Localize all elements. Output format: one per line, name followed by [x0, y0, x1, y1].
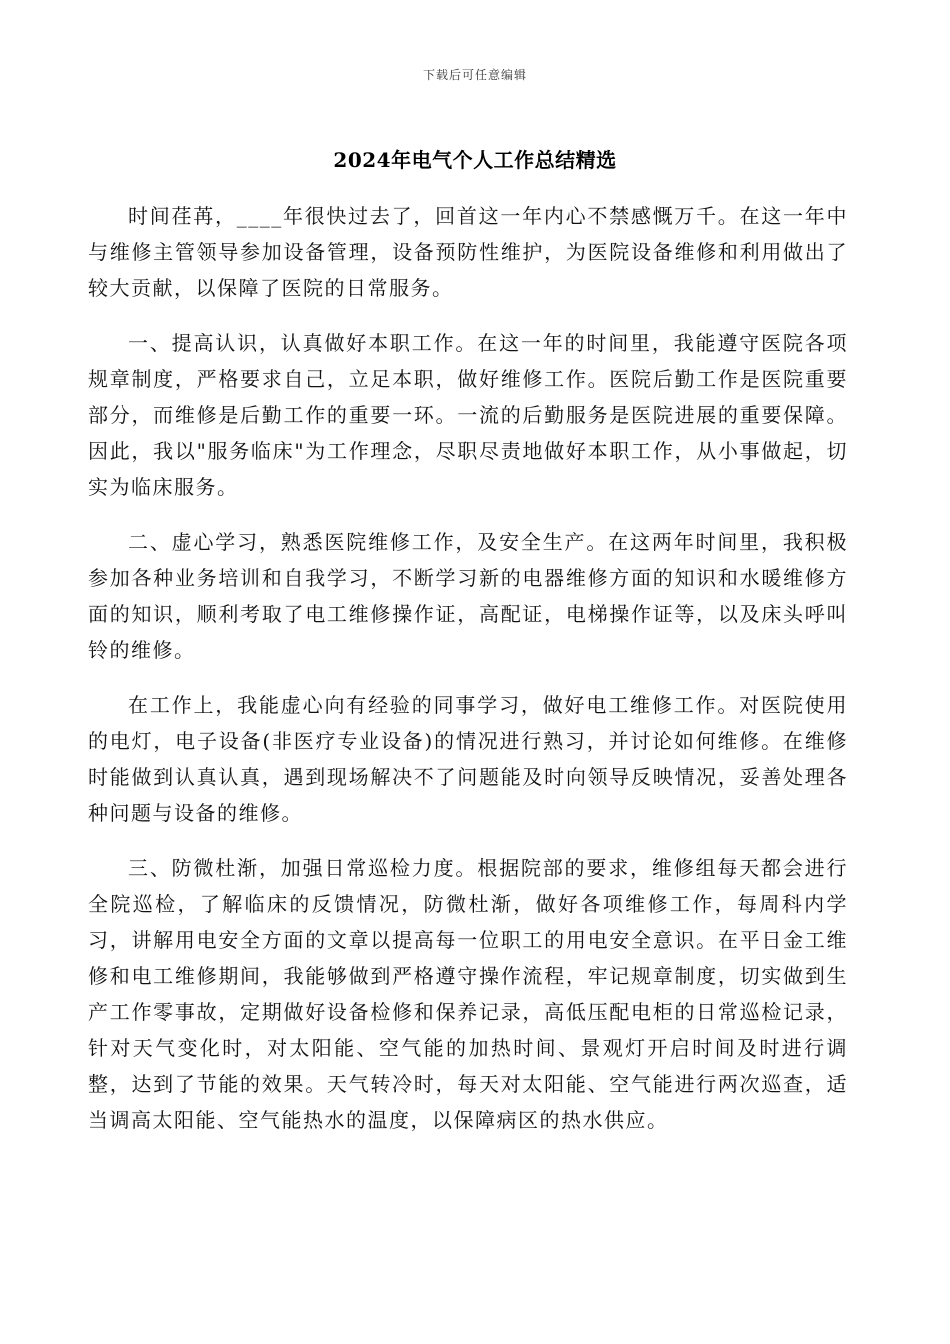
header-note: 下载后可任意编辑 [422, 68, 527, 82]
paragraph-section-2: 二、虚心学习，熟悉医院维修工作，及安全生产。在这两年时间里，我积极参加各种业务培训和自我学习，不断学习新的电器维修方面的知识和水暖维修方面的知识，顺利考取了电工维修操作证，高配证，电梯操作证等，以及床头呼叫铃的维修。 [88, 530, 848, 662]
paragraph-section-1: 一、提高认识，认真做好本职工作。在这一年的时间里，我能遵守医院各项规章制度，严格要求自己，立足本职，做好维修工作。医院后勤工作是医院重要部分，而维修是后勤工作的重要一环。一流的后勤服务是医院进展的重要保障。因此，我以"服务临床"为工作理念，尽职尽责地做好本职工作，从小事做起，切实为临床服务。 [88, 331, 848, 499]
document-title: 2024年电气个人工作总结精选 [333, 148, 617, 172]
document-body [88, 198, 848, 1157]
paragraph-intro: 时间荏苒，____年很快过去了，回首这一年内心不禁感慨万千。在这一年中与维修主管领导参加设备管理，设备预防性维护，为医院设备维修和利用做出了较大贡献，以保障了医院的日常服务。 [88, 204, 848, 300]
paragraph-work: 在工作上，我能虚心向有经验的同事学习，做好电工维修工作。对医院使用的电灯，电子设备(非医疗专业设备)的情况进行熟习，并讨论如何维修。在维修时能做到认真认真，遇到现场解决不了问题能及时向领导反映情况，妥善处理各种问题与设备的维修。 [88, 693, 848, 825]
paragraph-section-3: 三、防微杜渐，加强日常巡检力度。根据院部的要求，维修组每天都会进行全院巡检，了解临床的反馈情况，防微杜渐，做好各项维修工作，每周科内学习，讲解用电安全方面的文章以提高每一位职工的用电安全意识。在平日金工维修和电工维修期间，我能够做到严格遵守操作流程，牢记规章制度，切实做到生产工作零事故，定期做好设备检修和保养记录，高低压配电柜的日常巡检记录，针对天气变化时，对太阳能、空气能的加热时间、景观灯开启时间及时进行调整，达到了节能的效果。天气转冷时，每天对太阳能、空气能进行两次巡查，适当调高太阳能、空气能热水的温度，以保障病区的热水供应。 [88, 856, 848, 1132]
